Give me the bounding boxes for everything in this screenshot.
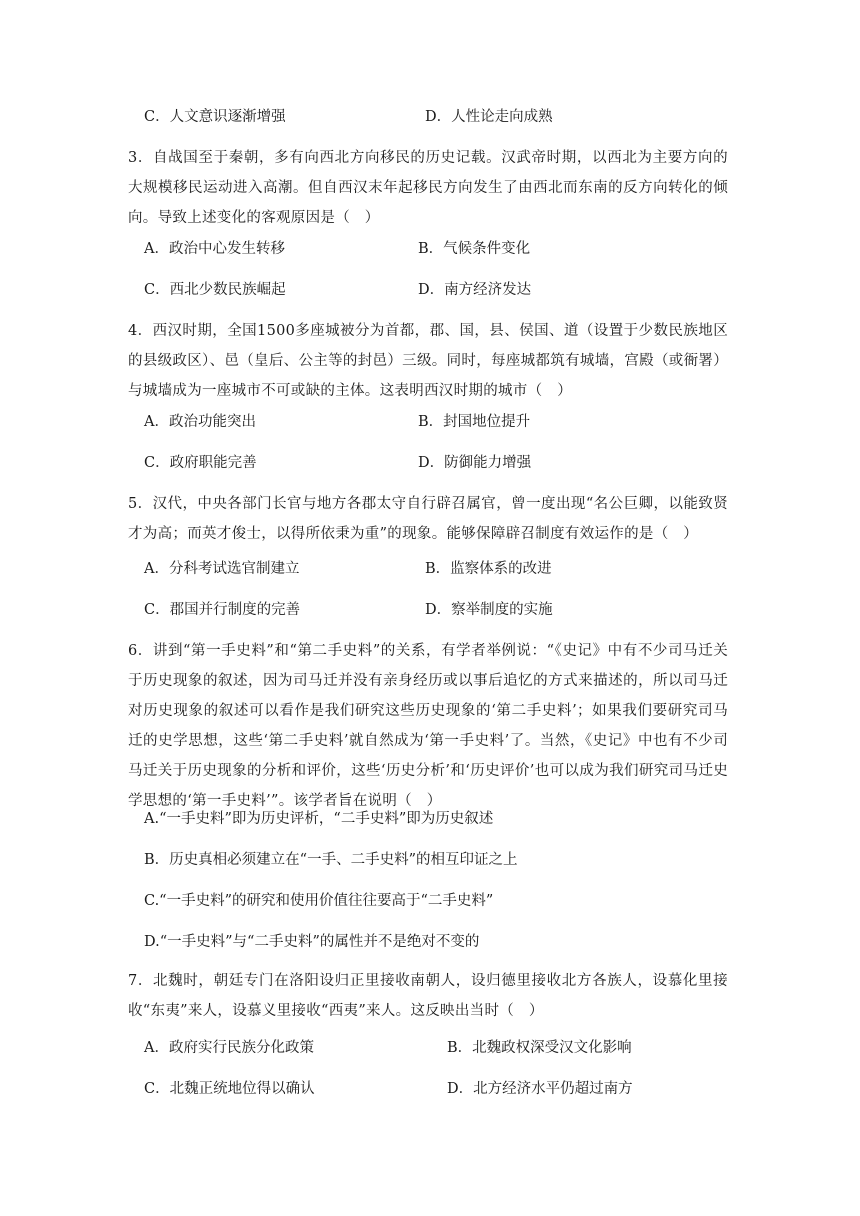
question-6-option-d: D.“一手史料”与“二手史料”的属性并不是绝对不变的 bbox=[144, 934, 480, 950]
question-3-option-b: B．气候条件变化 bbox=[418, 241, 531, 257]
question-3-option-c: C．西北少数民族崛起 bbox=[144, 282, 286, 298]
question-5-option-b: B．监察体系的改进 bbox=[425, 561, 552, 577]
question-5-option-d: D．察举制度的实施 bbox=[425, 602, 553, 618]
question-5-option-a: A．分科考试选官制建立 bbox=[144, 561, 300, 577]
question-7-option-c: C．北魏正统地位得以确认 bbox=[144, 1081, 315, 1097]
option-d: D．人性论走向成熟 bbox=[425, 109, 553, 125]
question-3-option-d: D．南方经济发达 bbox=[418, 282, 532, 298]
question-5-option-c: C．郡国并行制度的完善 bbox=[144, 602, 301, 618]
question-4-option-c: C．政府职能完善 bbox=[144, 455, 257, 471]
question-7-option-a: A．政府实行民族分化政策 bbox=[144, 1040, 314, 1056]
question-4-option-d: D．防御能力增强 bbox=[418, 455, 532, 471]
question-3-stem: 3．自战国至于秦朝，多有向西北方向移民的历史记载。汉武帝时期，以西北为主要方向的大规模移民运动进入高潮。但自西汉末年起移民方向发生了由西北而东南的反方向转化的倾向。导致上述变化的客观原因是（ ） bbox=[128, 150, 728, 226]
question-6-option-a: A.“一手史料”即为历史评析，“二手史料”即为历史叙述 bbox=[144, 811, 494, 827]
question-6-option-c: C.“一手史料”的研究和使用价值往往要高于“二手史料” bbox=[144, 893, 494, 909]
question-5-stem: 5．汉代，中央各部门长官与地方各郡太守自行辟召属官，曾一度出现“名公巨卿，以能致贤才为高；而英才俊士，以得所依秉为重”的现象。能够保障辟召制度有效运作的是（ ） bbox=[128, 496, 728, 542]
question-4-stem: 4．西汉时期，全国1500多座城被分为首都，郡、国，县、侯国、道（设置于少数民族地区的县级政区）、邑（皇后、公主等的封邑）三级。同时，每座城都筑有城墙，宫殿（或衙署）与城墙成为一座城市不可或缺的主体。这表明西汉时期的城市（ ） bbox=[128, 323, 728, 399]
question-7-option-b: B．北魏政权深受汉文化影响 bbox=[447, 1040, 632, 1056]
question-7-option-d: D．北方经济水平仍超过南方 bbox=[447, 1081, 633, 1097]
question-4-option-a: A．政治功能突出 bbox=[144, 414, 256, 430]
question-6-option-b: B．历史真相必须建立在“一手、二手史料”的相互印证之上 bbox=[144, 852, 518, 868]
question-6-stem: 6．讲到“第一手史料”和“第二手史料”的关系，有学者举例说：“《史记》中有不少司马迁关于历史现象的叙述，因为司马迁并没有亲身经历或以事后追忆的方式来描述的，所以司马迁对历史现象的叙述可以看作是我们研究这些历史现象的‘第二手史料’；如果我们要研究司马迁的史学思想，这些‘第二手史料’就自然成为‘第一手史料’了。当然，《史记》中也有不少司马迁关于历史现象的分析和评价，这些‘历史分析’和‘历史评价’也可以成为我们研究司马迁史学思想的‘第一手史料’”。该学者旨在说明（ ） bbox=[128, 643, 728, 809]
question-3-option-a: A．政治中心发生转移 bbox=[144, 241, 285, 257]
question-4-option-b: B．封国地位提升 bbox=[418, 414, 531, 430]
option-c: C．人文意识逐渐增强 bbox=[144, 109, 286, 125]
question-7-stem: 7．北魏时，朝廷专门在洛阳设归正里接收南朝人，设归德里接收北方各族人，设慕化里接收“东夷”来人，设慕义里接收“西夷”来人。这反映出当时（ ） bbox=[128, 973, 728, 1019]
